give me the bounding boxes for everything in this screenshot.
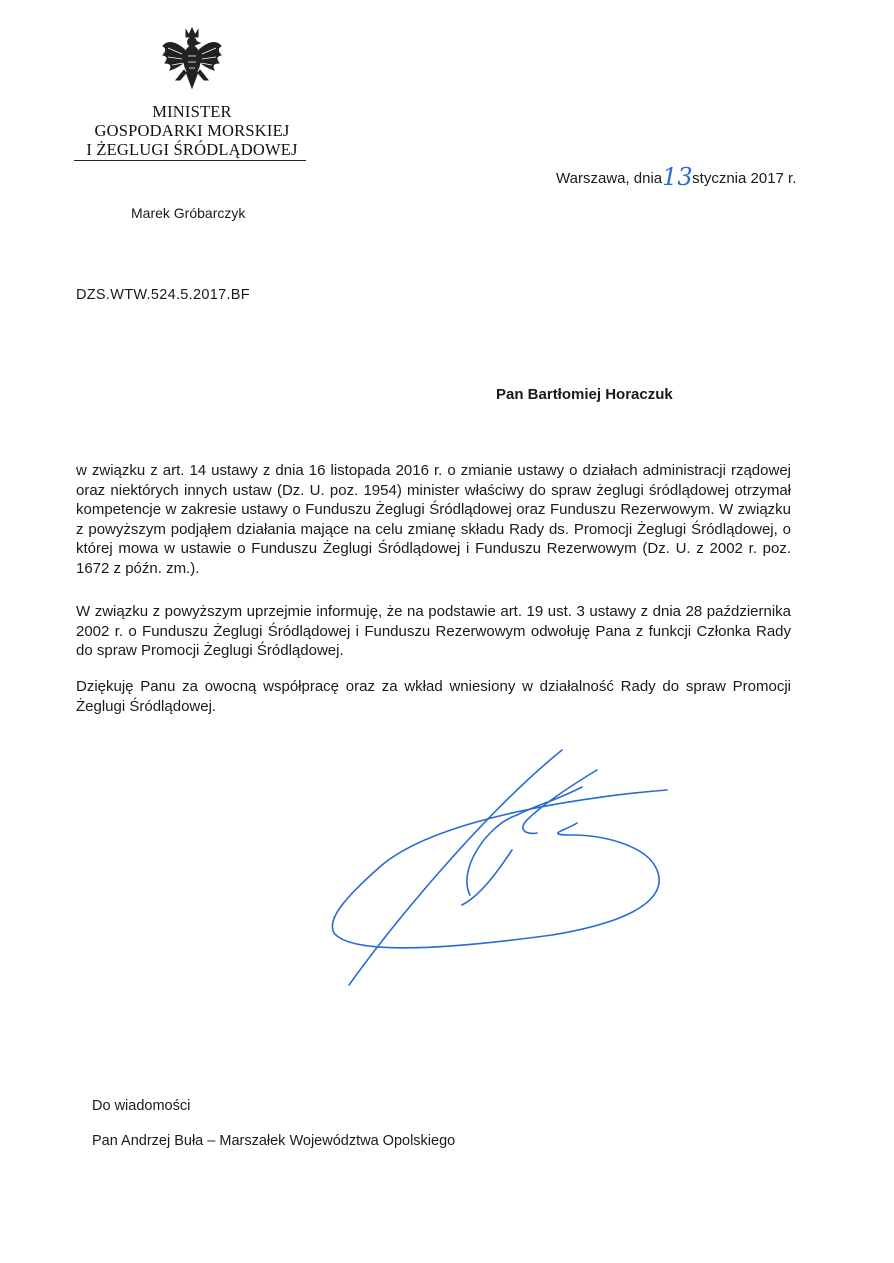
date-line: [556, 163, 797, 191]
body-paragraph-1: w związku z art. 14 ustawy z dnia 16 listopada 2016 r. o zmianie ustawy o działach administracji rządowej oraz niektórych innych ustaw (Dz. U. poz. 1954) minister właściwy do spraw żeglugi śródlądowej otrzymał kompetencje w zakresie ustawy o Funduszu Żeglugi Śródlądowej oraz Funduszu Rezerwowym. W związku z powyższym podjąłem działania mające na celu zmianę składu Rady ds. Promocji Żeglugi Śródlądowej, o której mowa w ustawie o Funduszu Żeglugi Śródlądowej i Funduszu Rezerwowym (Dz. U. z 2002 r. poz. 1672 z późn. zm.).: [76, 462, 791, 577]
date-prefix: Warszawa, dnia: [556, 170, 663, 187]
handwritten-signature: [322, 745, 672, 990]
ministry-title-line2: GOSPODARKI MORSKIEJ: [94, 121, 290, 140]
sender-name: Marek Gróbarczyk: [131, 205, 246, 221]
ministry-underline: [74, 160, 306, 161]
polish-eagle-emblem-icon: [160, 26, 224, 96]
cc-label: Do wiadomości: [92, 1098, 191, 1114]
cc-recipient: Pan Andrzej Buła – Marszałek Województwa Opolskiego: [92, 1133, 456, 1149]
addressee: Pan Bartłomiej Horaczuk: [496, 386, 673, 403]
date-suffix: stycznia 2017 r.: [692, 170, 797, 187]
reference-number: DZS.WTW.524.5.2017.BF: [76, 287, 250, 303]
ministry-title-line3: I ŻEGLUGI ŚRÓDLĄDOWEJ: [86, 140, 298, 159]
body-paragraph-2: W związku z powyższym uprzejmie informuję, że na podstawie art. 19 ust. 3 ustawy z dnia 28 października 2002 r. o Funduszu Żeglugi Śródlądowej i Funduszu Rezerwowym odwołuję Pana z funkcji Członka Rady do spraw Promocji Żeglugi Śródlądowej.: [76, 603, 791, 659]
ministry-title-line1: MINISTER: [152, 102, 232, 121]
date-day-handwritten: 13: [662, 163, 693, 191]
body-paragraph-3: Dziękuję Panu za owocną współpracę oraz za wkład wniesiony w działalność Rady do spraw Promocji Żeglugi Śródlądowej.: [76, 678, 791, 715]
